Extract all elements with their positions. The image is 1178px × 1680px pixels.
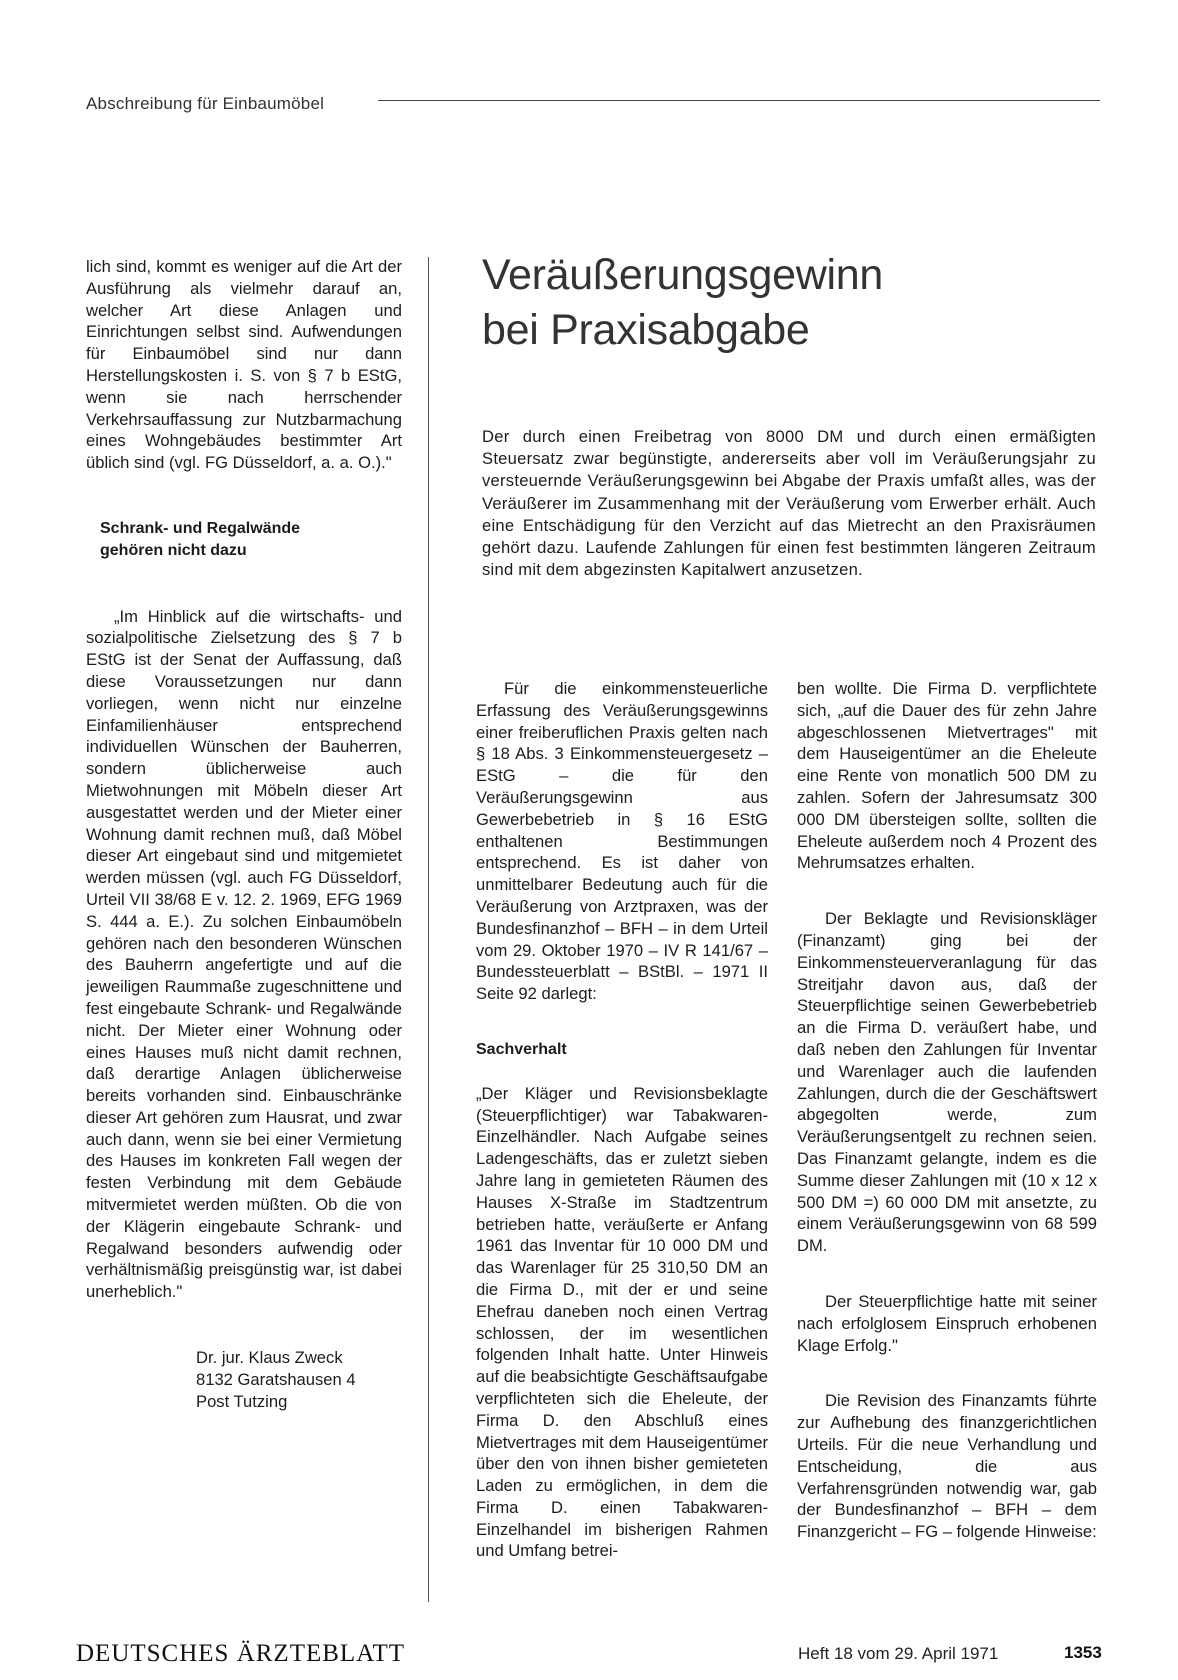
header-rule (378, 100, 1100, 101)
headline-line2: bei Praxisabgabe (482, 306, 810, 354)
headline-line1: Veräußerungsgewinn (482, 251, 883, 299)
right-paragraph-2: Der Beklagte und Revisionskläger (Finanzamt) ging bei der Einkommensteuerveranlagung für das Streitjahr davon aus, daß der Steuerpflichtige seinen Gewerbebetrieb an die Firma D. veräußert habe, und daß neben den Zahlungen für Inventar und Warenlager auch die laufenden Zahlungen, durch die der Geschäftswert abgegolten werde, zum Veräußerungsentgelt zu rechnen seien. Das Finanzamt gelangte, indem es die Summe dieser Zahlungen mit (10 x 12 x 500 DM =) 60 000 DM mit ansetzte, zu einem Veräußerungsgewinn von 68 599 DM. (797, 909, 1097, 1256)
left-paragraph-2: „Im Hinblick auf die wirtschafts- und sozialpolitische Zielsetzung des § 7 b EStG ist der Senat der Auffassung, daß diese Voraussetzungen nur dann vorliegen, wenn nicht nur einzelne Einfamilienhäuser entsprechend individuellen Wünschen der Bauherren, sondern üblicherweise auch Mietwohnungen mit Möbeln dieser Art ausgestattet werden und der Mieter einer Wohnung damit rechnen muß, daß Möbel dieser Art eingebaut sind und mitgemietet werden müssen (vgl. auch FG Düsseldorf, Urteil VII 38/68 E v. 12. 2. 1969, EFG 1969 S. 444 a. E.). Zu solchen Einbaumöbeln gehören nach den besonderen Wünschen des Bauherrn angefertigte und auf die jeweiligen Raummaße zugeschnittene und fest eingebaute Schrank- und Regalwände nicht. Der Mieter einer Wohnung oder eines Hauses muß nicht damit rechnen, daß derartige Anlagen üblicherweise bereits vorhanden sind. Einbauschränke dieser Art gehören zum Hausrat, und zwar auch dann, wenn sie bei einer Vermietung des Hauses im konkreten Fall wegen der festen Verbindung mit dem Gebäude mitvermietet werden müßten. Ob die von der Klägerin eingebaute Schrank- und Regalwand besonders aufwendig oder verhältnismäßig preisgünstig war, ist dabei unerheblich." (86, 606, 402, 1302)
middle-paragraph-1: Für die einkommensteuerliche Erfassung des Veräußerungsgewinns einer freiberuflichen Praxis gelten nach § 18 Abs. 3 Einkommensteuergesetz – EStG – die für den Veräußerungsgewinn aus Gewerbebetrieb in § 16 EStG enthaltenen Bestimmungen entsprechend. Es ist daher von unmittelbarer Bedeutung auch für die Veräußerung von Arztpraxen, was der Bundesfinanzhof – BFH – in dem Urteil vom 29. Oktober 1970 – IV R 141/67 – Bundessteuerblatt – BStBl. – 1971 II Seite 92 darlegt: (476, 679, 768, 1004)
right-column (797, 678, 1097, 1543)
left-subhead-line2: gehören nicht dazu (100, 541, 247, 559)
running-title: Abschreibung für Einbaumöbel (86, 94, 325, 113)
article-headline (482, 248, 1102, 358)
left-subhead-line1: Schrank- und Regalwände (100, 519, 301, 537)
article-lead: Der durch einen Freibetrag von 8000 DM und durch einen ermäßigten Steuersatz zwar begünstigte, andererseits aber voll im Veräußerungsjahr zu versteuernde Veräußerungsgewinn bei Abgabe der Praxis umfaßt alles, was der Veräußerer im Zusammenhang mit der Veräußerung vom Erwerber erhält. Auch eine Entschädigung für den Verzicht auf das Mietrecht an den Praxisräumen gehört dazu. Laufende Zahlungen für einen fest bestimmten längeren Zeitraum sind mit dem abgezinsten Kapitalwert anzusetzen. (482, 427, 1096, 580)
page-number: 1353 (1064, 1643, 1102, 1662)
right-paragraph-3: Der Steuerpflichtige hatte mit seiner nach erfolglosem Einspruch erhobenen Klage Erfolg." (797, 1291, 1097, 1355)
middle-subhead: Sachverhalt (476, 1040, 567, 1058)
signature-address: 8132 Garatshausen 4 (196, 1369, 356, 1389)
middle-column (476, 678, 768, 1562)
signature-name: Dr. jur. Klaus Zweck (196, 1348, 343, 1368)
signature-city: Post Tutzing (196, 1391, 288, 1411)
right-paragraph-1: ben wollte. Die Firma D. verpflichtete sich, „auf die Dauer des für zehn Jahre abgeschlossenen Mietvertrages" mit dem Hauseigentümer an die Eheleute eine Rente von monatlich 500 DM zu zahlen. Sofern der Jahresumsatz 300 000 DM übersteigen sollte, sollten die Eheleute außerdem noch 4 Prozent des Mehrumsatzes erhalten. (797, 679, 1097, 873)
column-divider (428, 257, 429, 1602)
right-paragraph-4: Die Revision des Finanzamts führte zur Aufhebung des finanzgerichtlichen Urteils. Für die neue Verhandlung und Entscheidung, die aus Verfahrensgründen notwendig war, gab der Bundesfinanzhof – BFH – dem Finanzgericht – FG – folgende Hinweise: (797, 1391, 1097, 1542)
left-paragraph-1: lich sind, kommt es weniger auf die Art der Ausführung als vielmehr darauf an, welcher Art diese Anlagen und Einrichtungen selbst sind. Aufwendungen für Einbaumöbel sind nur dann Herstellungskosten i. S. von § 7 b EStG, wenn sie nach herrschender Verkehrsauffassung zur Nutzbarmachung eines Wohngebäudes bestimmter Art üblich sind (vgl. FG Düsseldorf, a. a. O.)." (86, 257, 402, 473)
issue-info: Heft 18 vom 29. April 1971 (798, 1644, 999, 1663)
middle-paragraph-2: „Der Kläger und Revisionsbeklagte (Steuerpflichtiger) war Tabakwaren-Einzelhändler. Nach Aufgabe seines Ladengeschäfts, das er zuletzt sieben Jahre lang in gemieteten Räumen des Hauses X-Straße im Stadtzentrum betrieben hatte, veräußerte er Anfang 1961 das Inventar für 10 000 DM und das Warenlager für 25 310,50 DM an die Firma D., mit der er und seine Ehefrau daneben noch einen Vertrag schlossen, der im wesentlichen folgenden Inhalt hatte. Unter Hinweis auf die beabsichtigte Geschäftsaufgabe verpflichteten sich die Eheleute, der Firma D. den Abschluß eines Mietvertrages mit dem Hauseigentümer über den von ihnen bisher gemieteten Laden zu ermöglichen, in dem die Firma D. einen Tabakwaren-Einzelhandel im bisherigen Rahmen und Umfang betrei- (476, 1083, 768, 1561)
magazine-name: DEUTSCHES ÄRZTEBLATT (76, 1640, 406, 1667)
left-column (86, 256, 402, 1412)
